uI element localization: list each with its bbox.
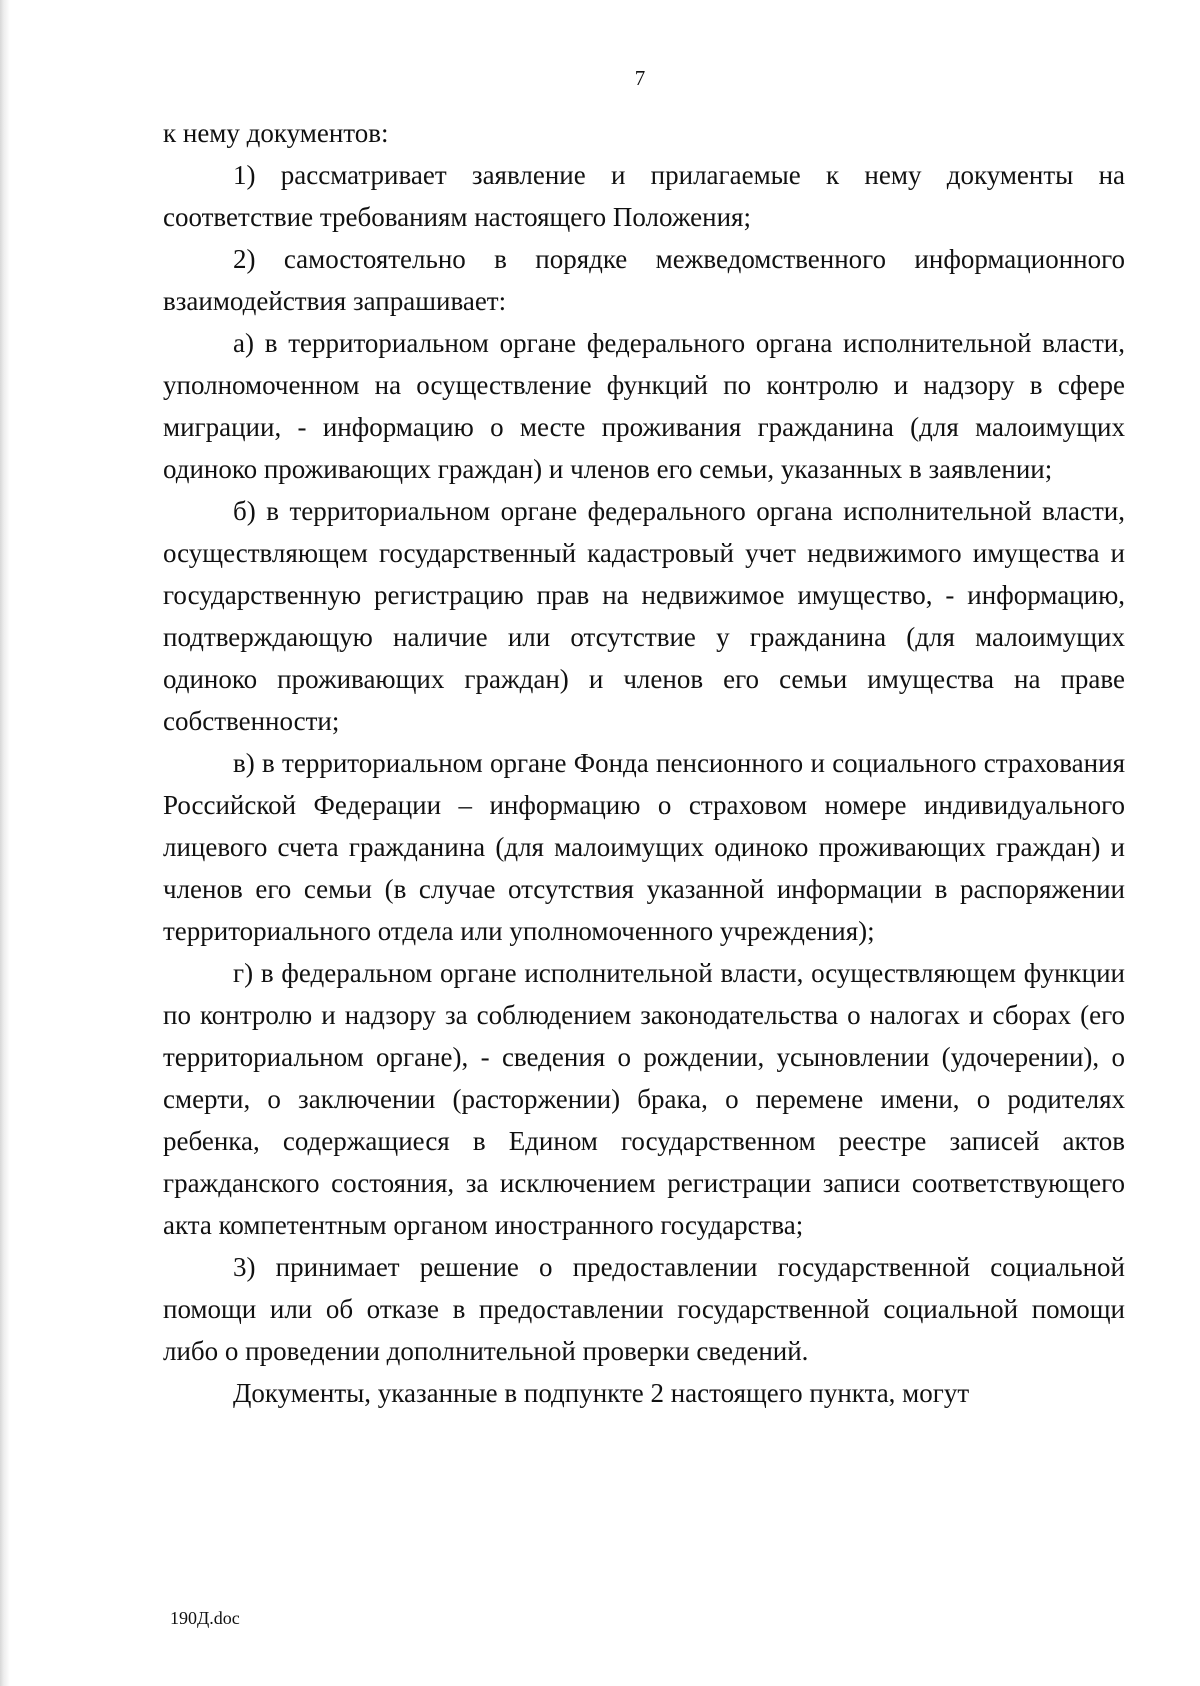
paragraph-subitem-v: в) в территориальном органе Фонда пенсионного и социального страхования Российской Федерации – информацию о страховом номере индивидуального лицевого счета гражданина (для малоимущих одиноко проживающих граждан) и членов его семьи (в случае отсутствия указанной информации в распоряжении территориального отдела или уполномоченного учреждения); [163, 748, 1125, 946]
page-number: 7 [634, 66, 646, 90]
paragraph-item-2: 2) самостоятельно в порядке межведомственного информационного взаимодействия запрашивает: [163, 244, 1125, 316]
paragraph-item-1: 1) рассматривает заявление и прилагаемые к нему документы на соответствие требованиям настоящего Положения; [163, 160, 1125, 232]
scan-edge [0, 0, 10, 1686]
paragraph-documents: Документы, указанные в подпункте 2 настоящего пункта, могут [233, 1378, 970, 1408]
paragraph-subitem-b: б) в территориальном органе федерального органа исполнительной власти, осуществляющем государственный кадастровый учет недвижимого имущества и государственную регистрацию прав на недвижимое имущество, - информацию, подтверждающую наличие или отсутствие у гражданина (для малоимущих одиноко проживающих граждан) и членов его семьи имущества на праве собственности; [163, 496, 1125, 736]
paragraph-continuation: к нему документов: [163, 118, 389, 148]
footer-filename: 190Д.doc [170, 1608, 240, 1628]
paragraph-subitem-g: г) в федеральном органе исполнительной власти, осуществляющем функции по контролю и надзору за соблюдением законодательства о налогах и сборах (его территориальном органе), - сведения о рождении, усыновлении (удочерении), о смерти, о заключении (расторжении) брака, о перемене имени, о родителях ребенка, содержащиеся в Едином государственном реестре записей актов гражданского состояния, за исключением регистрации записи соответствующего акта компетентным органом иностранного государства; [163, 958, 1125, 1240]
document-body [163, 112, 1125, 1414]
paragraph-item-3: 3) принимает решение о предоставлении государственной социальной помощи или об отказе в предоставлении государственной социальной помощи либо о проведении дополнительной проверки сведений. [163, 1252, 1125, 1366]
paragraph-subitem-a: а) в территориальном органе федерального органа исполнительной власти, уполномоченном на осуществление функций по контролю и надзору в сфере миграции, - информацию о месте проживания гражданина (для малоимущих одиноко проживающих граждан) и членов его семьи, указанных в заявлении; [163, 328, 1125, 484]
